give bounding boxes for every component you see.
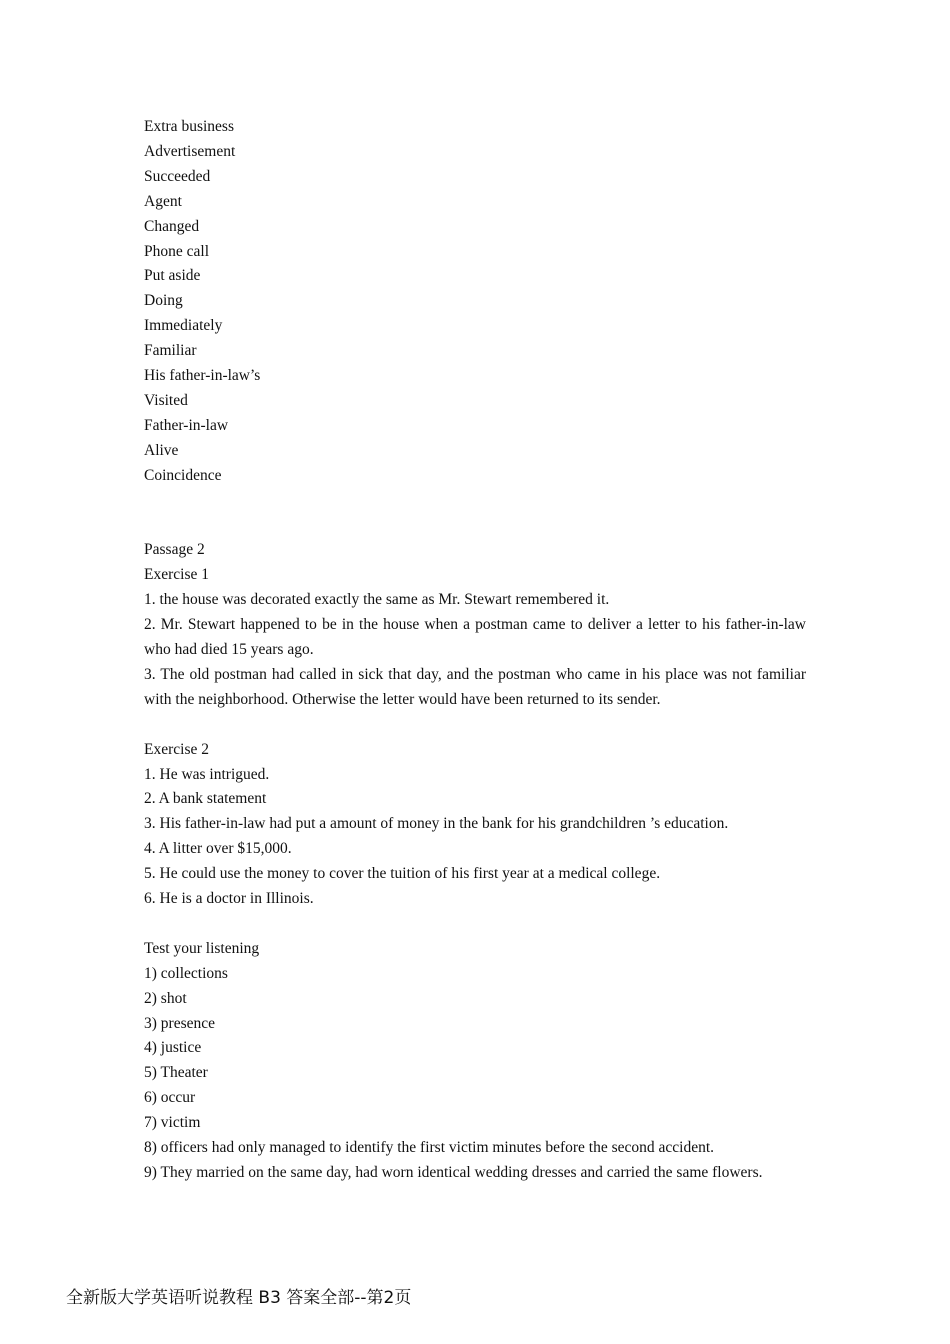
- answer-item: 7) victim: [144, 1114, 201, 1132]
- page-footer: 全新版大学英语听说教程 B3 答案全部--第2页: [66, 1288, 412, 1308]
- answer-item: 1. the house was decorated exactly the same as Mr. Stewart remembered it.: [144, 591, 610, 609]
- answer-item: 6) occur: [144, 1089, 196, 1107]
- answer-item: 5. He could use the money to cover the tuition of his first year at a medical college.: [144, 865, 661, 883]
- section-heading: Passage 2: [144, 541, 205, 559]
- answer-item: 2. A bank statement: [144, 790, 267, 808]
- answer-item: 5) Theater: [144, 1064, 208, 1082]
- answer-item: 1) collections: [144, 964, 228, 982]
- answer-item: 9) They married on the same day, had worn identical wedding dresses and carried the same flowers.: [144, 1164, 763, 1182]
- vocab-item: Immediately: [144, 317, 223, 335]
- exercise-heading: Exercise 2: [144, 740, 209, 758]
- document-body: [144, 115, 806, 1186]
- vocab-item: Put aside: [144, 267, 201, 285]
- vocab-item: Changed: [144, 217, 200, 235]
- vocab-item: Coincidence: [144, 466, 222, 484]
- answer-item: 1. He was intrigued.: [144, 765, 270, 783]
- answer-item: 2) shot: [144, 989, 187, 1007]
- vocab-item: Extra business: [144, 118, 234, 135]
- vocab-list: [144, 115, 806, 489]
- vocab-item: Visited: [144, 391, 188, 409]
- answer-item: 3. The old postman had called in sick that day, and the postman who came in his place was not familiar with the neighborhood. Otherwise the letter would have been returned to its sender.: [144, 665, 806, 708]
- passage-2-section: [144, 538, 806, 912]
- vocab-item: His father-in-law’s: [144, 367, 261, 385]
- vocab-item: Father-in-law: [144, 416, 229, 434]
- answer-item: 6. He is a doctor in Illinois.: [144, 890, 314, 908]
- answer-item: 2. Mr. Stewart happened to be in the house when a postman came to deliver a letter to his father-in-law who had died 15 years ago.: [144, 616, 806, 659]
- answer-item: 3) presence: [144, 1014, 215, 1032]
- vocab-item: Doing: [144, 292, 183, 310]
- vocab-item: Alive: [144, 441, 179, 459]
- vocab-item: Advertisement: [144, 142, 236, 160]
- spacer: [144, 489, 806, 539]
- answer-item: 4) justice: [144, 1039, 202, 1057]
- answer-item: 4. A litter over $15,000.: [144, 840, 292, 858]
- answer-item: 8) officers had only managed to identify the first victim minutes before the second accident.: [144, 1139, 715, 1157]
- vocab-item: Succeeded: [144, 167, 211, 185]
- exercise-heading: Exercise 1: [144, 566, 209, 584]
- test-listening-section: [144, 937, 806, 1186]
- section-heading: Test your listening: [144, 939, 260, 957]
- spacer: [144, 912, 806, 937]
- vocab-item: Agent: [144, 192, 182, 210]
- answer-item: 3. His father-in-law had put a amount of money in the bank for his grandchildren ’s education.: [144, 815, 729, 833]
- vocab-item: Phone call: [144, 242, 209, 260]
- vocab-item: Familiar: [144, 342, 197, 360]
- spacer: [144, 713, 806, 738]
